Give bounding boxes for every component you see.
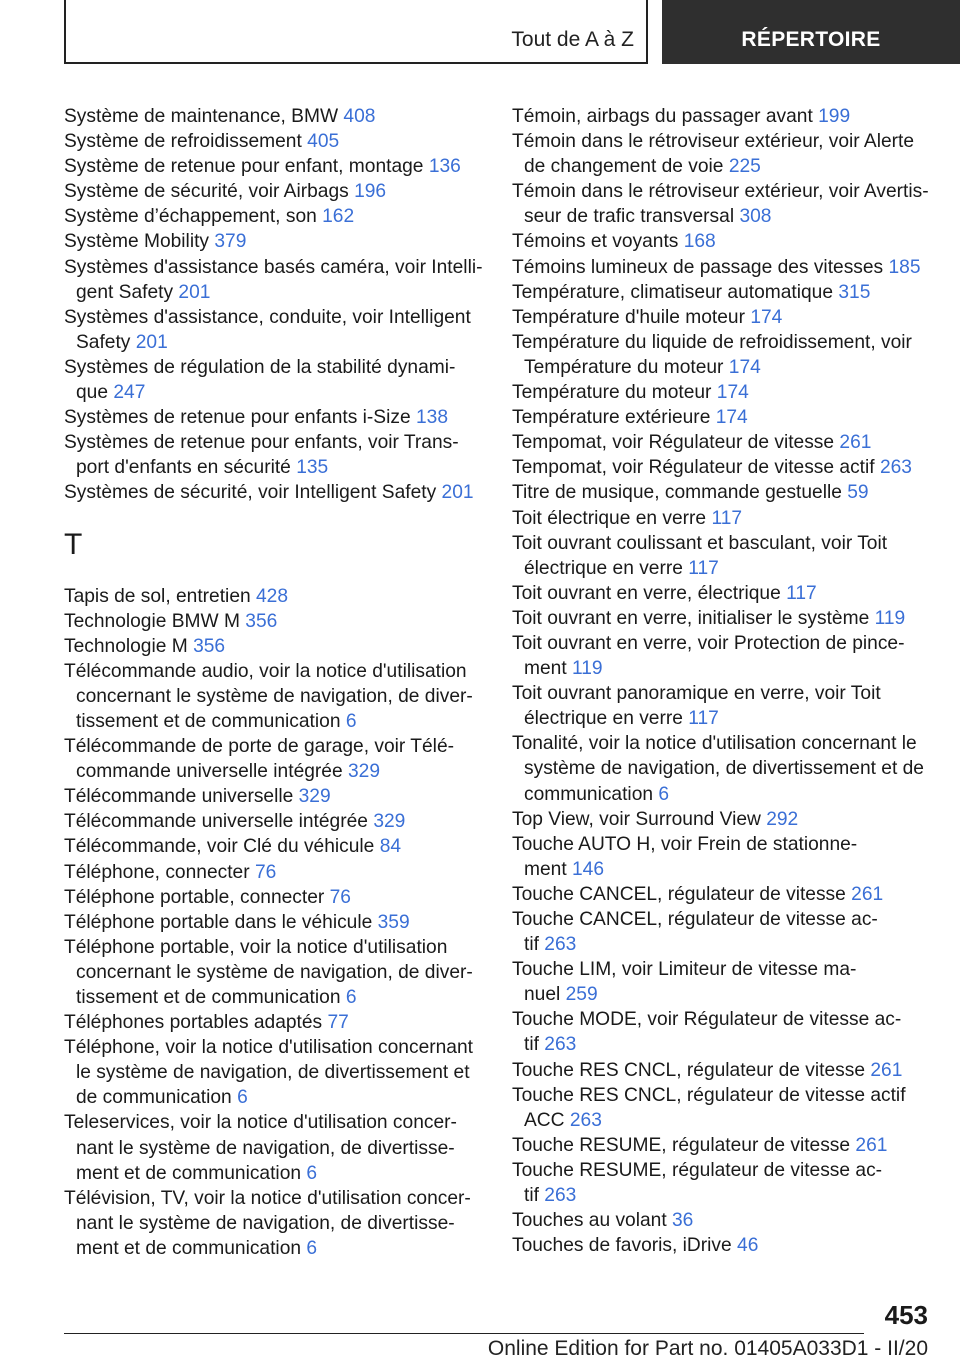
page-link[interactable]: 405 (307, 131, 340, 153)
page-link[interactable]: 119 (874, 607, 906, 629)
entry-text: Système Mobility (64, 231, 210, 253)
index-entry (64, 305, 494, 355)
page-link[interactable]: 292 (766, 808, 799, 830)
index-entry (64, 584, 494, 609)
entry-text: Touche AUTO H, voir Frein de stationne‐ (512, 833, 858, 855)
index-entry (512, 455, 952, 480)
entry-text: Toit ouvrant en verre, électrique (512, 582, 781, 604)
index-entry (64, 355, 494, 405)
entry-text: Systèmes de retenue pour enfants, voir Trans‐ (64, 432, 459, 454)
entry-text: Température du liquide de refroidissement, voir (512, 331, 912, 353)
index-entry (512, 129, 952, 179)
entry-text: Touche RES CNCL, régulateur de vitesse (512, 1059, 866, 1081)
entry-text: Téléphone portable, connecter (64, 886, 325, 908)
page-link[interactable]: 196 (354, 181, 387, 203)
entry-text: concernant le système de navigation, de diver‐ (76, 685, 473, 707)
index-entry (64, 480, 494, 505)
page-link[interactable]: 6 (345, 987, 357, 1008)
entry-text: Télécommande, voir Clé du véhicule (64, 836, 375, 858)
index-entry (64, 229, 494, 254)
index-entry (512, 255, 952, 280)
index-entry (512, 430, 952, 455)
index-entry (64, 405, 494, 430)
entry-text: Toit électrique en verre (512, 507, 707, 529)
index-entry (512, 882, 952, 907)
page-link[interactable]: 76 (254, 861, 277, 883)
entry-text: Touche RESUME, régulateur de vitesse ac‐ (512, 1159, 883, 1181)
entry-text: Système de sécurité, voir Airbags (64, 181, 349, 203)
page-link[interactable]: 136 (428, 156, 461, 178)
index-entry (512, 104, 952, 129)
page-link[interactable]: 201 (135, 331, 168, 353)
page-link[interactable]: 263 (544, 1034, 577, 1056)
index-entry (512, 681, 952, 731)
page-link[interactable]: 59 (847, 482, 869, 504)
page-link[interactable]: 117 (688, 557, 719, 579)
entry-text: électrique en verre (524, 557, 683, 579)
page-link[interactable]: 6 (658, 783, 670, 805)
entry-text: Température extérieure (512, 407, 711, 429)
entry-text: nant le système de navigation, de divertisse‐ (76, 1137, 455, 1159)
entry-text: système de navigation, de divertissement et de (524, 758, 924, 780)
index-entry (512, 1233, 952, 1258)
page-link[interactable]: 329 (373, 811, 406, 833)
index-entry (64, 809, 494, 834)
entry-text: tif (524, 934, 539, 956)
page-link[interactable]: 379 (214, 231, 247, 253)
entry-text: Témoins lumineux de passage des vitesses (512, 256, 884, 278)
entry-text: Température du moteur (524, 356, 724, 378)
entry-text: Touches de favoris, iDrive (512, 1235, 732, 1257)
entry-text: Télévision, TV, voir la notice d'utilisation concer‐ (64, 1187, 471, 1209)
entry-text: Température d'huile moteur (512, 306, 745, 328)
entry-text: Système d’échappement, son (64, 206, 317, 228)
index-entry (512, 280, 952, 305)
index-entry (64, 784, 494, 809)
page-number: 453 (884, 1300, 928, 1330)
entry-text: Télécommande universelle (64, 786, 294, 808)
entry-text: Touche MODE, voir Régulateur de vitesse ac‐ (512, 1009, 902, 1031)
page-link[interactable]: 308 (739, 206, 772, 228)
page-link[interactable]: 199 (818, 106, 851, 127)
entry-text: Témoin, airbags du passager avant (512, 106, 813, 127)
entry-text: commande universelle intégrée (76, 761, 343, 783)
page-link[interactable]: 174 (715, 407, 748, 429)
entry-text: Témoin dans le rétroviseur extérieur, voir Alerte (512, 131, 915, 153)
index-entry (64, 179, 494, 204)
index-entry (64, 734, 494, 784)
entry-text: Touche RES CNCL, régulateur de vitesse actif (512, 1084, 906, 1106)
entry-text: de changement de voie (524, 156, 724, 178)
footer-rule (64, 1333, 864, 1334)
index-entry (64, 659, 494, 734)
page-link[interactable]: 84 (379, 836, 402, 858)
index-entry (512, 907, 952, 957)
index-entry (512, 229, 952, 254)
index-column-left (64, 104, 494, 1261)
entry-text: Systèmes de retenue pour enfants i-Size (64, 407, 411, 429)
entry-text: Système de refroidissement (64, 131, 302, 153)
page-link[interactable]: 261 (870, 1059, 903, 1081)
page-link[interactable]: 138 (415, 407, 448, 429)
page-link[interactable]: 259 (565, 984, 598, 1006)
entry-text: tissement et de communication (76, 710, 341, 732)
page-link[interactable]: 359 (377, 911, 410, 933)
index-entry (512, 179, 952, 229)
page-link[interactable]: 428 (256, 585, 289, 607)
entry-text: Safety (76, 331, 131, 353)
entry-text: Tempomat, voir Régulateur de vitesse (512, 432, 835, 454)
entry-text: Tonalité, voir la notice d'utilisation concernant le (512, 733, 917, 755)
page-link[interactable]: 356 (245, 610, 278, 632)
index-entry (64, 204, 494, 229)
page-link[interactable]: 174 (728, 356, 761, 378)
entry-text: concernant le système de navigation, de diver‐ (76, 961, 473, 983)
page-link[interactable]: 329 (298, 786, 331, 808)
entry-text: tif (524, 1034, 539, 1056)
entry-text: Technologie BMW M (64, 610, 240, 632)
index-entry (512, 731, 952, 806)
index-entry (64, 1186, 494, 1261)
entry-text: communication (524, 783, 654, 805)
index-entry (512, 380, 952, 405)
entry-text: Température du moteur (512, 382, 712, 404)
entry-text: Systèmes de régulation de la stabilité dynami‐ (64, 356, 456, 378)
entry-text: Télécommande audio, voir la notice d'utilisation (64, 660, 467, 682)
index-entry (512, 531, 952, 581)
entry-text: Température, climatiseur automatique (512, 281, 834, 303)
index-entry (64, 1035, 494, 1110)
entry-text: Télécommande de porte de garage, voir Télé‐ (64, 736, 455, 758)
index-entry (512, 1083, 952, 1133)
page-link[interactable]: 261 (851, 883, 884, 905)
entries-before-letter (64, 104, 494, 506)
header-section-box (64, 0, 648, 64)
index-entry (512, 631, 952, 681)
entry-text: Touche CANCEL, régulateur de vitesse (512, 883, 846, 905)
page-link[interactable]: 261 (855, 1134, 888, 1156)
page-link[interactable]: 263 (569, 1109, 602, 1131)
entry-text: Toit ouvrant coulissant et basculant, voir Toit (512, 532, 888, 554)
page-link[interactable]: 6 (306, 1162, 318, 1184)
header-tab[interactable] (662, 0, 960, 64)
index-entry (512, 1208, 952, 1233)
entry-text: ment (524, 658, 567, 680)
page-link[interactable]: 329 (347, 761, 380, 783)
index-entry (512, 1007, 952, 1057)
entry-text: nuel (524, 984, 561, 1006)
page-link[interactable]: 119 (572, 658, 603, 680)
page-link[interactable]: 263 (544, 1185, 577, 1207)
entry-text: nant le système de navigation, de divertisse‐ (76, 1212, 455, 1234)
index-entry (512, 405, 952, 430)
entry-text: ment (524, 858, 567, 880)
entry-text: Touche LIM, voir Limiteur de vitesse ma‐ (512, 959, 857, 981)
section-letter: T (64, 527, 83, 561)
page-link[interactable]: 146 (572, 858, 605, 880)
entry-text: ment et de communication (76, 1162, 302, 1184)
entry-text: Systèmes d'assistance basés caméra, voir Intelli‐ (64, 256, 483, 278)
page-link[interactable]: 36 (672, 1210, 694, 1232)
section-label: Tout de A à Z (511, 28, 634, 51)
entry-text: ment et de communication (76, 1237, 302, 1259)
entry-text: Touches au volant (512, 1210, 667, 1232)
page-link[interactable]: 117 (786, 582, 817, 604)
index-entry (512, 606, 952, 631)
index-entry (64, 935, 494, 1010)
index-entry (64, 860, 494, 885)
entry-text: tissement et de communication (76, 987, 341, 1008)
page-link[interactable]: 117 (711, 507, 743, 529)
entry-text: Technologie M (64, 635, 188, 657)
page-link[interactable]: 225 (728, 156, 761, 178)
entry-text: électrique en verre (524, 708, 683, 730)
page-link[interactable]: 162 (322, 206, 355, 228)
entry-text: Touche RESUME, régulateur de vitesse (512, 1134, 851, 1156)
entry-text: le système de navigation, de divertissement et (76, 1062, 470, 1084)
footer-text: Online Edition for Part no. 01405A033D1 - II/20 (487, 1337, 928, 1360)
page-link[interactable]: 6 (237, 1087, 248, 1109)
index-entry (64, 609, 494, 634)
page-link[interactable]: 76 (329, 886, 351, 908)
index-entry (64, 430, 494, 480)
index-entry (512, 305, 952, 330)
index-entry (512, 506, 952, 531)
page-link[interactable]: 261 (839, 432, 872, 454)
entry-text: Toit ouvrant panoramique en verre, voir Toit (512, 683, 881, 705)
index-entry (512, 1133, 952, 1158)
index-entry (64, 885, 494, 910)
page-link[interactable]: 174 (716, 382, 749, 404)
entry-text: ACC (524, 1109, 565, 1131)
page-link[interactable]: 356 (193, 635, 226, 657)
entry-text: Tapis de sol, entretien (64, 585, 251, 607)
entry-text: Tempomat, voir Régulateur de vitesse actif (512, 457, 875, 479)
index-entry (64, 1010, 494, 1035)
entry-text: port d'enfants en sécurité (76, 457, 291, 479)
page-link[interactable]: 263 (544, 934, 577, 956)
index-entry (512, 1058, 952, 1083)
entry-text: de communication (76, 1087, 232, 1109)
index-entry (64, 104, 494, 129)
entry-text: Teleservices, voir la notice d'utilisation concer‐ (64, 1112, 457, 1134)
page-link[interactable]: 135 (296, 457, 329, 479)
entry-text: Téléphones portables adaptés (64, 1012, 323, 1034)
page-link[interactable]: 168 (683, 231, 716, 253)
page-link[interactable]: 247 (113, 382, 146, 404)
entry-text: Système de maintenance, BMW (64, 106, 339, 127)
entry-text: Toit ouvrant en verre, voir Protection de pince‐ (512, 632, 905, 654)
entry-text: Télécommande universelle intégrée (64, 811, 368, 833)
page-link[interactable]: 201 (178, 281, 211, 303)
page-link[interactable]: 201 (441, 482, 474, 504)
entry-text: Titre de musique, commande gestuelle (512, 482, 842, 504)
page-link[interactable]: 6 (306, 1237, 318, 1259)
index-entry (512, 581, 952, 606)
page-link[interactable]: 46 (737, 1235, 759, 1257)
entry-text: Système de retenue pour enfant, montage (64, 156, 424, 178)
page-link[interactable]: 117 (688, 708, 719, 730)
entry-text: Téléphone portable dans le véhicule (64, 911, 373, 933)
page-link[interactable]: 77 (327, 1012, 349, 1034)
index-entry (64, 834, 494, 859)
page-link[interactable]: 315 (838, 281, 871, 303)
entries-after-letter (64, 584, 494, 1262)
entry-text: tif (524, 1185, 539, 1207)
index-entry (64, 255, 494, 305)
index-entry (64, 154, 494, 179)
index-entry (64, 129, 494, 154)
entry-text: Touche CANCEL, régulateur de vitesse ac‐ (512, 909, 878, 930)
index-entry (512, 807, 952, 832)
entry-text: Top View, voir Surround View (512, 808, 761, 830)
index-entry (64, 634, 494, 659)
index-entry (512, 1158, 952, 1208)
page-link[interactable]: 174 (750, 306, 783, 328)
page-link[interactable]: 408 (343, 106, 376, 127)
index-entry (64, 910, 494, 935)
entry-text: Téléphone portable, voir la notice d'utilisation (64, 936, 448, 958)
index-entry (512, 330, 952, 380)
entry-text: Téléphone, voir la notice d'utilisation concernant (64, 1037, 473, 1059)
index-column-right (512, 104, 952, 1258)
entry-text: seur de trafic transversal (524, 206, 735, 228)
tab-label: RÉPERTOIRE (741, 28, 881, 51)
index-entry (512, 480, 952, 505)
page-link[interactable]: 263 (879, 457, 912, 479)
page-link[interactable]: 185 (888, 256, 921, 278)
entry-text: Toit ouvrant en verre, initialiser le système (512, 607, 870, 629)
index-entry (512, 832, 952, 882)
entry-text: que (76, 382, 109, 404)
entry-text: Téléphone, connecter (64, 861, 250, 883)
index-entry (512, 957, 952, 1007)
index-entry (64, 1110, 494, 1185)
entry-text: Témoin dans le rétroviseur extérieur, voir Avertis‐ (512, 181, 929, 203)
entry-text: Systèmes de sécurité, voir Intelligent Safety (64, 482, 437, 504)
page-link[interactable]: 6 (345, 710, 357, 732)
entry-text: gent Safety (76, 281, 174, 303)
entry-text: Témoins et voyants (512, 231, 679, 253)
entry-text: Systèmes d'assistance, conduite, voir Intelligent (64, 306, 471, 328)
entries-right (512, 104, 952, 1258)
